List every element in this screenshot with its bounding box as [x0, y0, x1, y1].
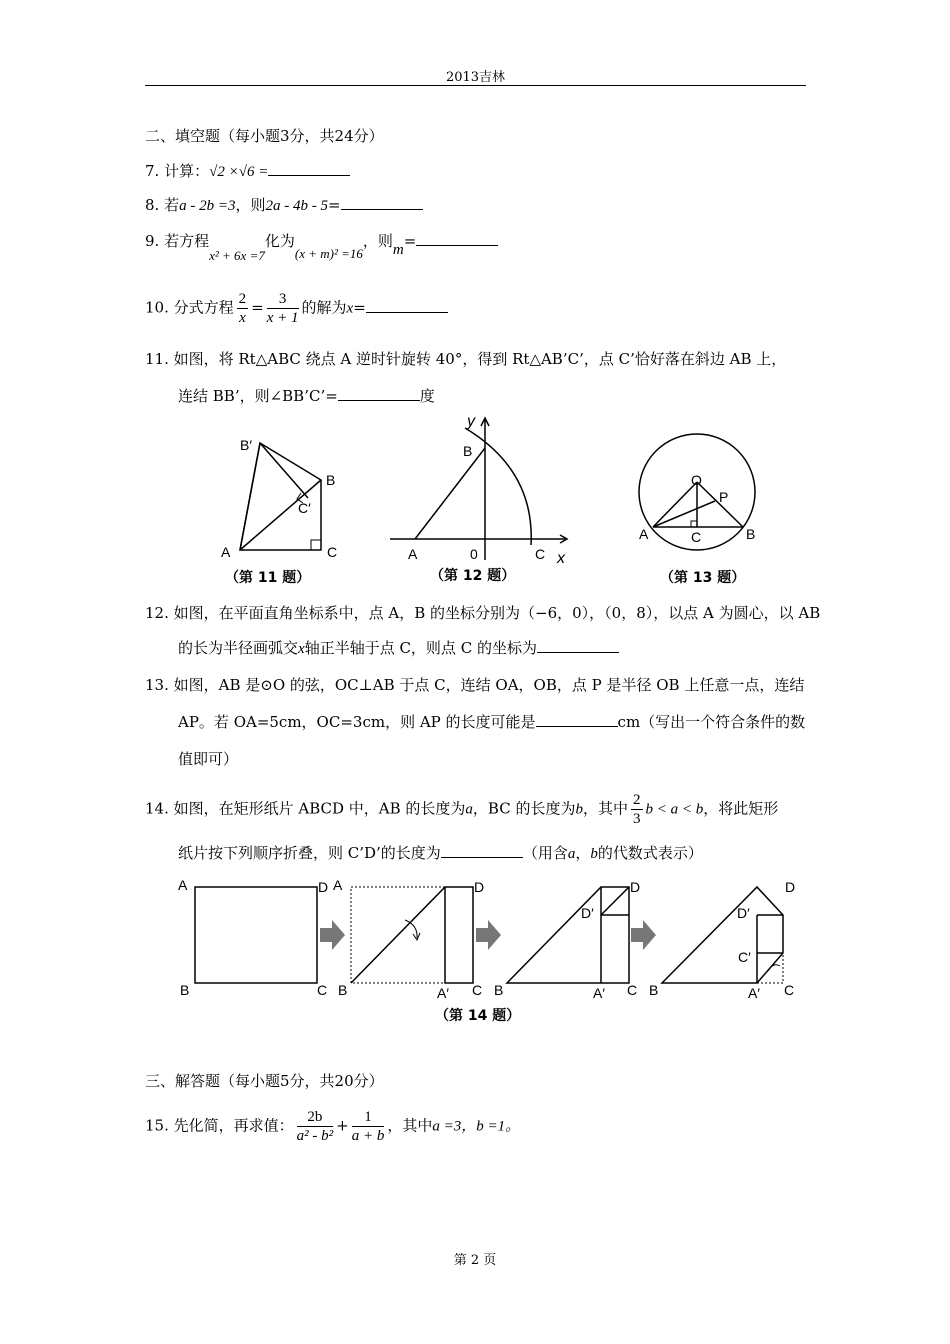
- answer-blank[interactable]: [536, 712, 618, 727]
- fig13-label: A: [639, 526, 649, 542]
- fraction: $\frac{1}{a + b}$: [351, 1109, 385, 1144]
- header-rule: [145, 85, 806, 86]
- fig14-label: B: [649, 982, 659, 998]
- fig11-label: A: [221, 544, 231, 560]
- fig14-label: D: [630, 879, 641, 895]
- question-13-line1: 13. 如图，AB 是⊙O 的弦，OC⊥AB 于点 C，连结 OA，OB，点 P 是半径 OB 上任意一点，连结: [145, 676, 805, 694]
- fig12-label: 0: [470, 546, 478, 562]
- fig14-label: A: [333, 877, 343, 893]
- answer-blank[interactable]: [416, 231, 498, 246]
- fig14-label: C: [784, 982, 795, 998]
- figure-14: [170, 870, 820, 1030]
- fig13-label: O: [691, 472, 702, 488]
- fig14-label: A: [178, 877, 188, 893]
- question-12-line1: 12. 如图，在平面直角坐标系中，点 A，B 的坐标分别为（−6，0），（0，8），以点 A 为圆心，以 AB: [145, 604, 821, 622]
- fig14-label: A′: [593, 985, 605, 1001]
- fig12-label: A: [408, 546, 418, 562]
- fraction: $\frac{3}{x + 1}$: [266, 291, 299, 326]
- page-footer: 第 2 页: [453, 1253, 497, 1268]
- fig14-label: C: [317, 982, 328, 998]
- fig12-caption: （第 12 题）: [430, 568, 516, 584]
- answer-blank[interactable]: [366, 298, 448, 313]
- question-10: 10. 分式方程 $\frac{2}{x}$ = $\frac{3}{x + 1}$ 的解为x=: [145, 290, 448, 327]
- fig12-label: C: [535, 546, 546, 562]
- answer-blank[interactable]: [441, 843, 523, 858]
- arc: [465, 428, 531, 545]
- fig14-label: A′: [437, 985, 449, 1001]
- fig13-caption: （第 13 题）: [660, 570, 746, 586]
- fig13-label: P: [719, 489, 729, 505]
- fig14-label: D′: [581, 905, 594, 921]
- fig14-label: A′: [748, 985, 760, 1001]
- question-12-line2: 的长为半径画弧交x轴正半轴于点 C，则点 C 的坐标为: [178, 637, 619, 660]
- answer-blank[interactable]: [537, 638, 619, 653]
- section3-title: 三、解答题（每小题5分，共20分）: [145, 1072, 384, 1090]
- fraction: $\frac{2b}{\text{a² - b²}}$: [296, 1109, 334, 1144]
- page-header: 2013吉林: [445, 70, 506, 85]
- fig14-caption: （第 14 题）: [435, 1008, 521, 1024]
- figure-13: [625, 430, 785, 590]
- fig14-label: C: [472, 982, 483, 998]
- fig11-label: C′: [298, 500, 311, 516]
- arrow-icon: [631, 920, 656, 950]
- fig14-label: C′: [738, 949, 751, 965]
- answer-blank[interactable]: [338, 386, 420, 401]
- question-11-line2: 连结 BB’，则∠BB’C’= 度: [178, 387, 435, 405]
- fig14-label: D′: [737, 905, 750, 921]
- fig13-label: C: [691, 529, 702, 545]
- fig14-label: B: [338, 982, 348, 998]
- question-8: 8. 若a - 2b =3，则2a - 4b - 5=: [145, 194, 423, 217]
- fig12-label: x: [557, 550, 565, 567]
- question-13-line2: AP。若 OA=5cm，OC=3cm，则 AP 的长度可能是 cm（写出一个符合条件的数: [178, 713, 806, 731]
- question-7: 7. 计算：√2 ×√6 =: [145, 160, 350, 183]
- question-15: 15. 先化简，再求值： $\frac{2b}{\text{a² - b²}}$ + $\frac{1}{a + b}$ ，其中a =3，b =1。: [145, 1109, 521, 1144]
- arrow-icon: [476, 920, 501, 950]
- fig12-label: B: [463, 443, 473, 459]
- fig12-label: y: [467, 413, 475, 430]
- figure-11: [215, 425, 355, 590]
- fig14-label: D: [785, 879, 796, 895]
- section2-title: 二、填空题（每小题3分，共24分）: [145, 127, 384, 145]
- fig14-label: D: [318, 879, 329, 895]
- fig14-label: B: [180, 982, 190, 998]
- question-14-line1: 14. 如图，在矩形纸片 ABCD 中，AB 的长度为a，BC 的长度为b，其中 $\frac{2}{3}$ b < a < b，将此矩形: [145, 792, 779, 827]
- figure-12: [385, 410, 580, 590]
- answer-blank[interactable]: [341, 195, 423, 210]
- fig11-label: B′: [240, 437, 252, 453]
- fig14-label: C: [627, 982, 638, 998]
- rect-abcd: [195, 887, 317, 983]
- question-11-line1: 11. 如图，将 Rt△ABC 绕点 A 逆时针旋转 40°，得到 Rt△AB’C’，点 C’恰好落在斜边 AB 上，: [145, 350, 787, 368]
- fig11-caption: （第 11 题）: [225, 570, 311, 586]
- arrow-icon: [320, 920, 345, 950]
- fig13-label: B: [746, 526, 756, 542]
- fraction: $\frac{2}{3}$: [633, 792, 641, 827]
- fig11-label: C: [327, 544, 338, 560]
- fig11-label: B: [326, 472, 336, 488]
- answer-blank[interactable]: [268, 161, 350, 176]
- fig14-label: B: [494, 982, 504, 998]
- fraction: $\frac{2}{x}$: [238, 291, 247, 326]
- fig14-label: D: [474, 879, 485, 895]
- question-14-line2: 纸片按下列顺序折叠，则 C’D’的长度为 （用含a，b的代数式表示）: [178, 844, 703, 862]
- fig11-outline: [240, 443, 321, 550]
- question-13-line3: 值即可）: [178, 750, 239, 768]
- question-9: 9. 若方程x² + 6x =7化为(x + m)² =16，则m=: [145, 230, 498, 253]
